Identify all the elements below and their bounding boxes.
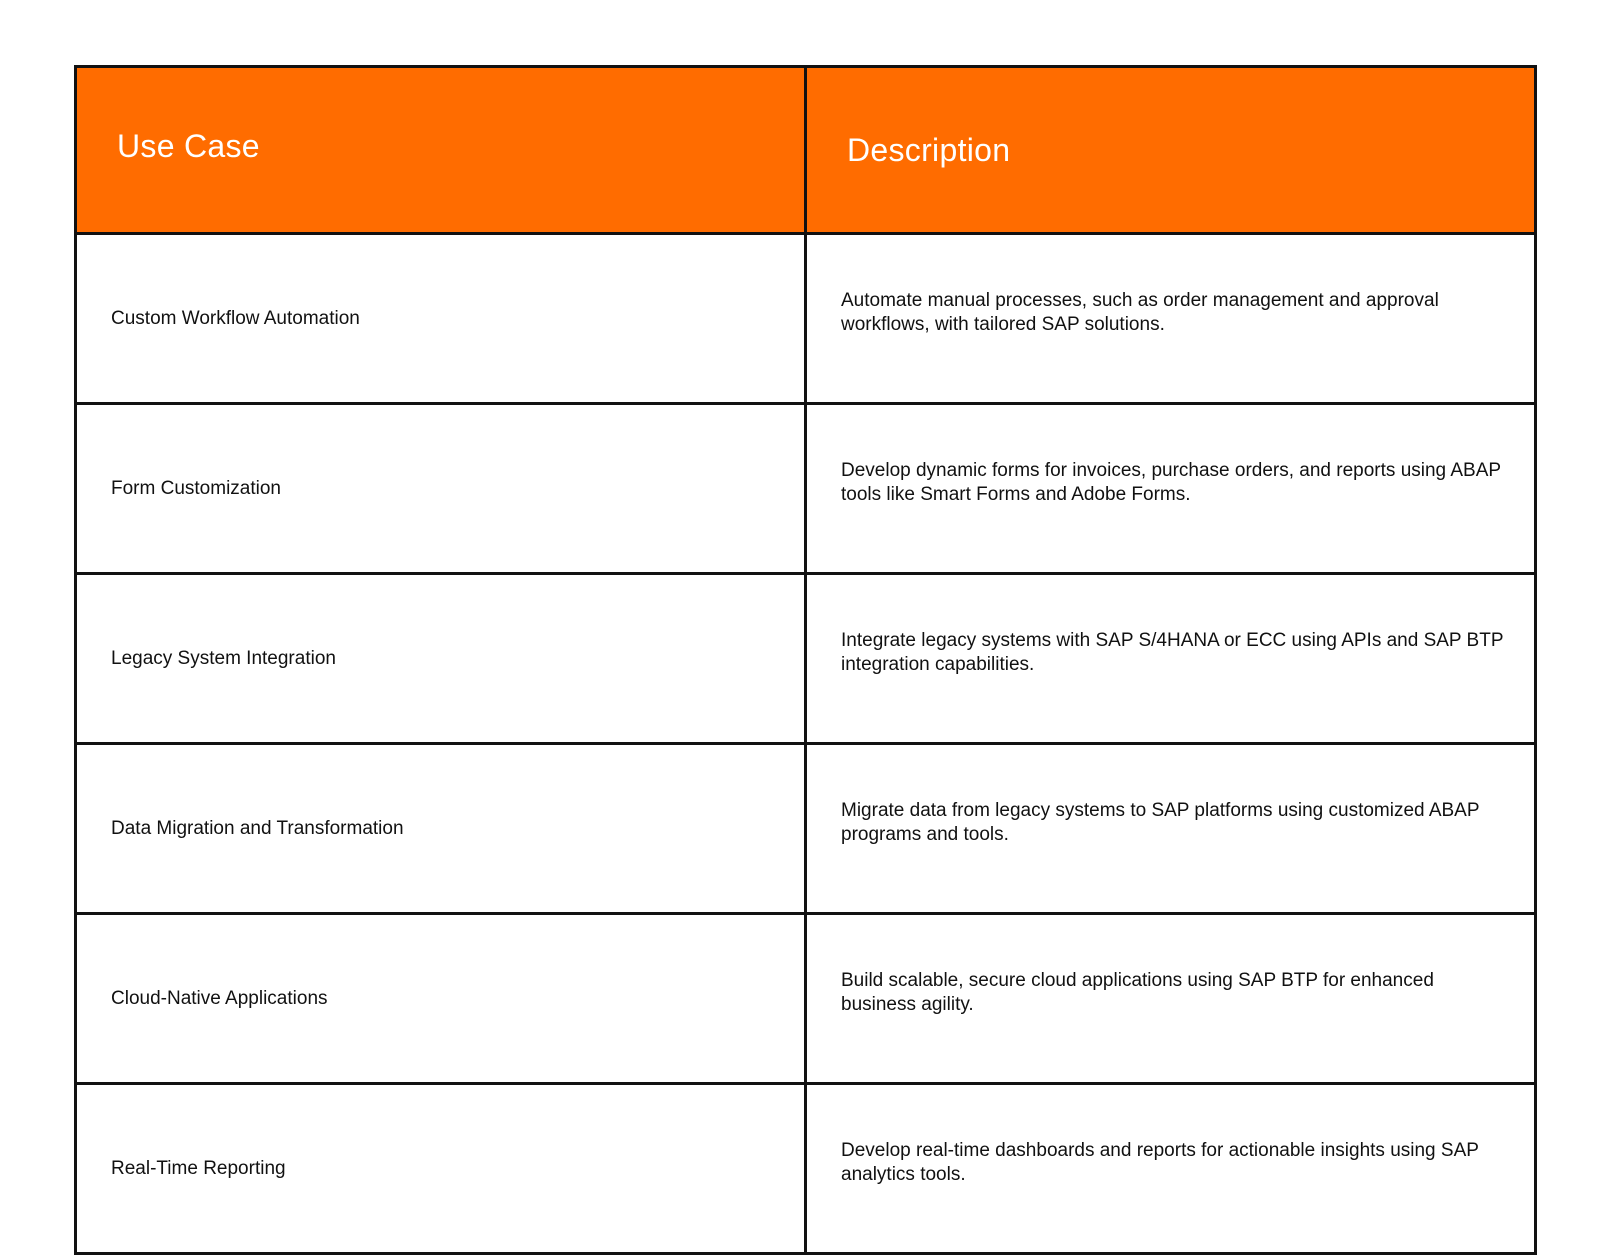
- use-case-table-container: [74, 65, 1534, 1255]
- table-row: [76, 1084, 1536, 1254]
- table-header: [76, 67, 1536, 234]
- table-row: [76, 404, 1536, 574]
- description-cell: Develop dynamic forms for invoices, purchase orders, and reports using ABAP tools like Smart Forms and Adobe Forms.: [806, 404, 1536, 574]
- header-use-case: Use Case: [76, 67, 806, 234]
- header-row: [76, 67, 1536, 234]
- table-body: [76, 234, 1536, 1254]
- header-description: Description: [806, 67, 1536, 234]
- table-row: [76, 744, 1536, 914]
- table-row: [76, 574, 1536, 744]
- description-cell: Migrate data from legacy systems to SAP platforms using customized ABAP programs and tools.: [806, 744, 1536, 914]
- use-case-table: [74, 65, 1537, 1255]
- use-case-cell: Legacy System Integration: [76, 574, 806, 744]
- description-cell: Integrate legacy systems with SAP S/4HANA or ECC using APIs and SAP BTP integration capabilities.: [806, 574, 1536, 744]
- table-row: [76, 234, 1536, 404]
- use-case-cell: Custom Workflow Automation: [76, 234, 806, 404]
- description-cell: Automate manual processes, such as order management and approval workflows, with tailored SAP solutions.: [806, 234, 1536, 404]
- use-case-cell: Cloud-Native Applications: [76, 914, 806, 1084]
- use-case-cell: Data Migration and Transformation: [76, 744, 806, 914]
- description-cell: Develop real-time dashboards and reports for actionable insights using SAP analytics tools.: [806, 1084, 1536, 1254]
- description-cell: Build scalable, secure cloud applications using SAP BTP for enhanced business agility.: [806, 914, 1536, 1084]
- table-row: [76, 914, 1536, 1084]
- use-case-cell: Form Customization: [76, 404, 806, 574]
- use-case-cell: Real-Time Reporting: [76, 1084, 806, 1254]
